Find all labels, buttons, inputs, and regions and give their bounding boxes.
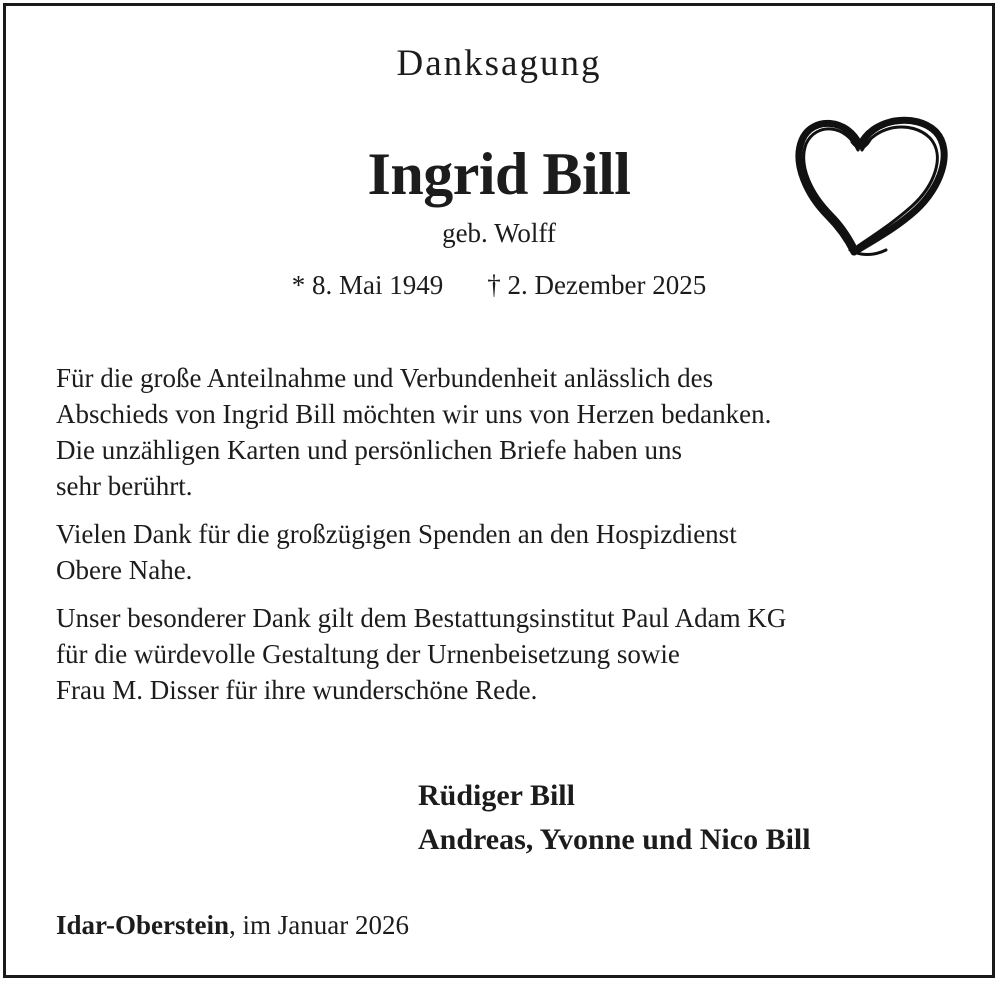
text-line: Vielen Dank für die großzügigen Spenden an den Hospizdienst xyxy=(56,519,737,549)
signature-line: Rüdiger Bill xyxy=(418,779,575,812)
place: Idar-Oberstein xyxy=(56,910,229,940)
birth-date: * 8. Mai 1949 xyxy=(291,270,444,300)
obituary-notice xyxy=(3,3,995,978)
maiden-name: geb. Wolff xyxy=(442,218,556,248)
text-line: Abschieds von Ingrid Bill möchten wir uns von Herzen bedanken. xyxy=(56,399,772,429)
text-line: Obere Nahe. xyxy=(56,555,193,585)
paragraph-2 xyxy=(56,516,966,588)
heart-icon xyxy=(790,110,952,260)
text-line: Für die große Anteilnahme und Verbundenheit anlässlich des xyxy=(56,363,714,393)
place-and-date xyxy=(56,910,409,941)
signatures xyxy=(418,774,811,862)
text-line: sehr berührt. xyxy=(56,471,193,501)
death-date: † 2. Dezember 2025 xyxy=(487,270,707,300)
notice-title: Danksagung xyxy=(396,43,602,84)
date: , im Januar 2026 xyxy=(228,910,409,940)
paragraph-3 xyxy=(56,600,966,708)
text-line: für die würdevolle Gestaltung der Urnenbeisetzung sowie xyxy=(56,639,680,669)
text-line: Unser besonderer Dank gilt dem Bestattungsinstitut Paul Adam KG xyxy=(56,603,787,633)
deceased-name: Ingrid Bill xyxy=(367,141,631,207)
text-line: Die unzähligen Karten und persönlichen Briefe haben uns xyxy=(56,435,683,465)
text-line: Frau M. Disser für ihre wunderschöne Rede. xyxy=(56,675,538,705)
life-dates xyxy=(6,270,992,301)
thank-you-text xyxy=(56,360,966,720)
paragraph-1 xyxy=(56,360,966,504)
signature-line: Andreas, Yvonne und Nico Bill xyxy=(418,823,811,856)
